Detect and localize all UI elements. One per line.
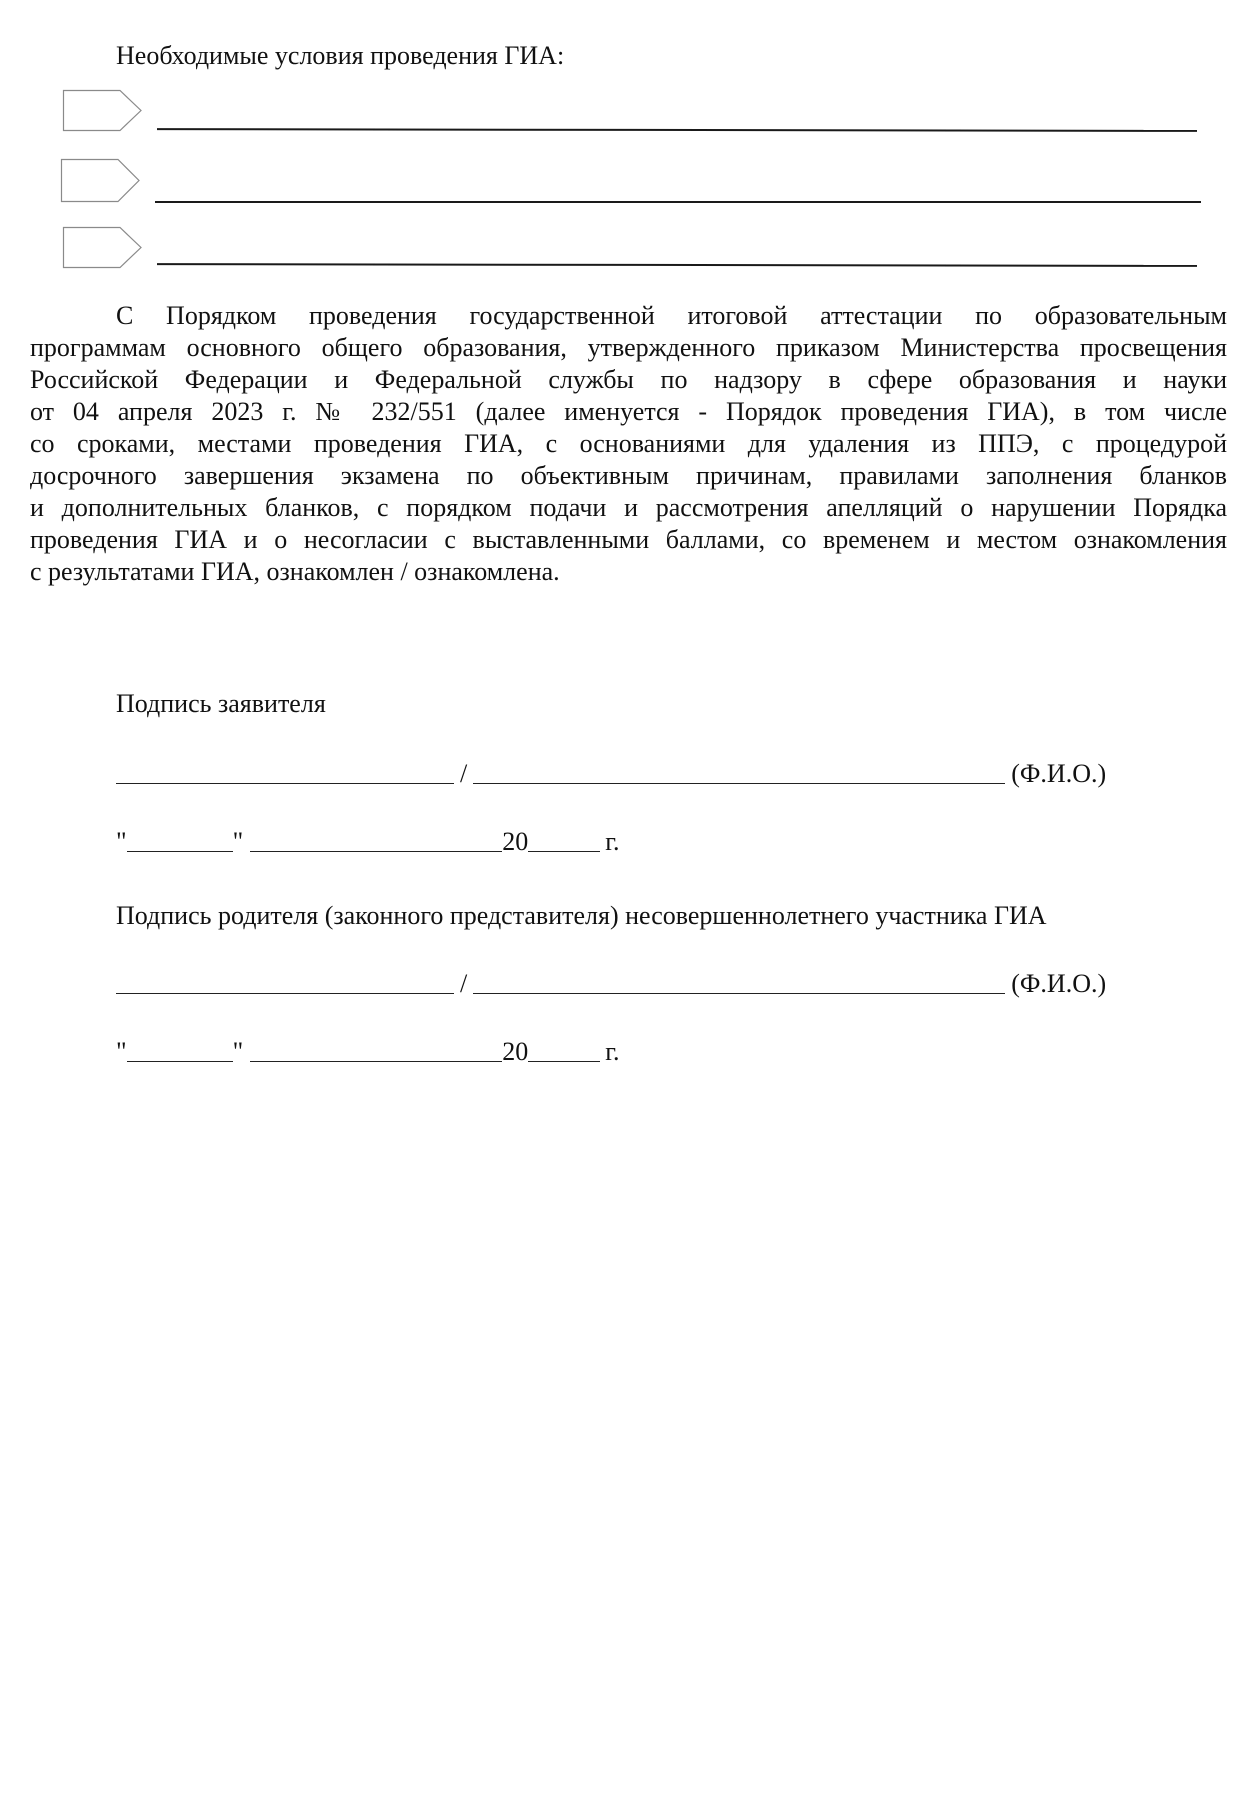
applicant-date-day-field[interactable]: [127, 829, 233, 852]
year-prefix: 20: [502, 827, 529, 856]
paragraph-line: Российской Федерации и Федеральной службы по надзору в сфере образования и науки: [30, 365, 1227, 394]
date-open-quote: ": [116, 1037, 127, 1066]
paragraph-line: от 04 апреля 2023 г. № 232/551 (далее именуется - Порядок проведения ГИА), в том числе: [30, 397, 1227, 426]
parent-signature-label: Подпись родителя (законного представителя) несовершеннолетнего участника ГИА: [116, 901, 1047, 930]
pentagon-arrow-icon: [63, 90, 143, 132]
date-open-quote: ": [116, 827, 127, 856]
conditions-heading: Необходимые условия проведения ГИА:: [116, 41, 565, 70]
paragraph-line: досрочного завершения экзамена по объективным причинам, правилами заполнения бланков: [30, 461, 1227, 490]
parent-date-month-field[interactable]: [250, 1039, 502, 1062]
signature-separator: /: [460, 969, 468, 998]
paragraph-line: программам основного общего образования, утвержденного приказом Министерства просвещения: [30, 333, 1227, 362]
applicant-fio-field[interactable]: [473, 761, 1005, 784]
parent-date-row: [116, 1036, 619, 1068]
applicant-signature-field[interactable]: [116, 761, 454, 784]
paragraph-line: проведения ГИА и о несогласии с выставленными баллами, со временем и местом ознакомления: [30, 525, 1227, 554]
applicant-signature-label: Подпись заявителя: [116, 689, 326, 718]
parent-date-year-field[interactable]: [528, 1039, 600, 1062]
signature-separator: /: [460, 759, 468, 788]
fio-label: (Ф.И.О.): [1011, 969, 1107, 998]
parent-fio-field[interactable]: [473, 971, 1005, 994]
condition-input-line-1[interactable]: [157, 128, 1197, 132]
parent-signature-row: [116, 968, 1106, 1000]
condition-input-line-2[interactable]: [155, 201, 1201, 203]
paragraph-line: с результатами ГИА, ознакомлен / ознакомлена.: [30, 557, 560, 586]
applicant-date-year-field[interactable]: [528, 829, 600, 852]
fio-label: (Ф.И.О.): [1011, 759, 1107, 788]
applicant-date-month-field[interactable]: [250, 829, 502, 852]
date-close-quote: ": [232, 1037, 244, 1066]
condition-marker-1[interactable]: [63, 90, 143, 134]
pentagon-arrow-icon: [63, 227, 143, 269]
year-abbr: г.: [605, 827, 620, 856]
parent-date-day-field[interactable]: [127, 1039, 233, 1062]
paragraph-line: со сроками, местами проведения ГИА, с основаниями для удаления из ППЭ, с процедурой: [30, 429, 1227, 458]
condition-marker-3[interactable]: [63, 227, 143, 271]
year-prefix: 20: [502, 1037, 529, 1066]
acknowledgement-paragraph: [30, 300, 1227, 588]
date-close-quote: ": [232, 827, 244, 856]
paragraph-line: С Порядком проведения государственной итоговой аттестации по образовательным: [116, 301, 1227, 330]
applicant-date-row: [116, 826, 619, 858]
pentagon-arrow-icon: [61, 159, 141, 203]
paragraph-line: и дополнительных бланков, с порядком подачи и рассмотрения апелляций о нарушении Порядка: [30, 493, 1227, 522]
applicant-signature-row: [116, 758, 1106, 790]
condition-input-line-3[interactable]: [157, 263, 1197, 267]
parent-signature-field[interactable]: [116, 971, 454, 994]
condition-marker-2[interactable]: [61, 159, 141, 203]
year-abbr: г.: [605, 1037, 620, 1066]
